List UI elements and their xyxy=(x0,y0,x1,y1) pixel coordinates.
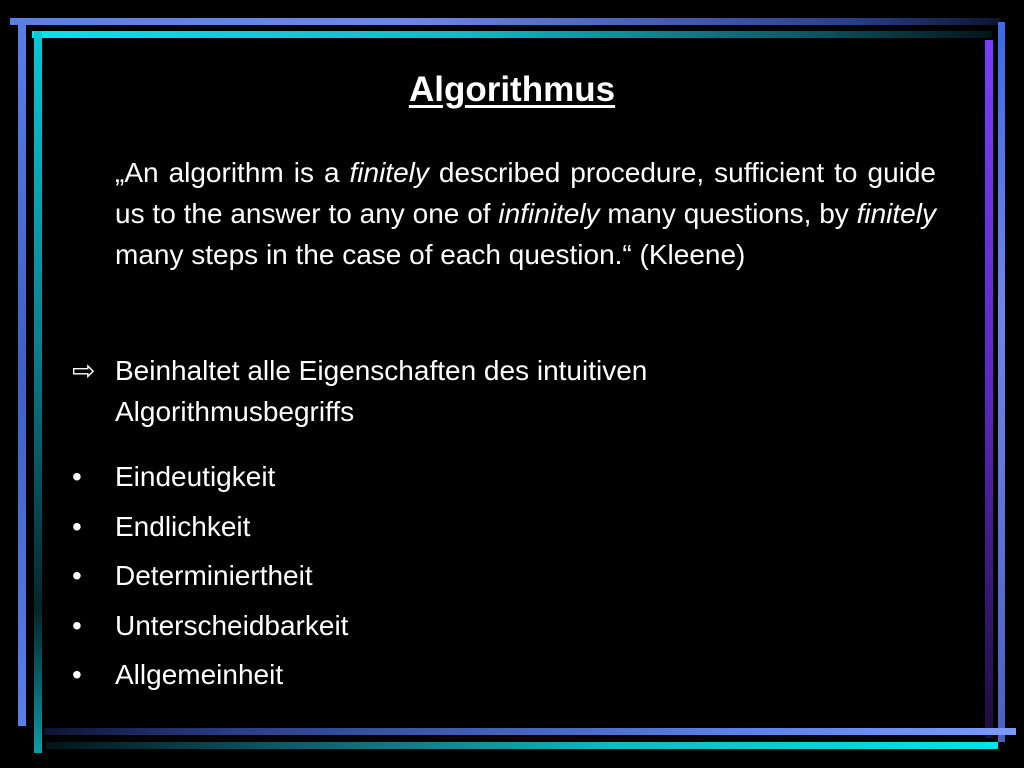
list-item-label: Unterscheidbarkeit xyxy=(115,609,349,641)
frame-bottom-outer-bar xyxy=(46,742,998,749)
list-item xyxy=(72,502,348,552)
kleene-quote xyxy=(115,152,936,275)
list-item xyxy=(72,452,348,502)
frame-right-inner-bar xyxy=(985,40,993,738)
property-list xyxy=(72,452,348,700)
list-item xyxy=(72,650,348,700)
frame-top-inner-bar xyxy=(32,31,992,38)
bullet-icon: • xyxy=(72,510,82,542)
list-item-label: Eindeutigkeit xyxy=(115,461,276,492)
arrow-point-text: Beinhaltet alle Eigenschaften des intuitiven Algorithmusbegriffs xyxy=(115,355,648,427)
slide-title: Algorithmus xyxy=(408,70,616,109)
quote-text-3: many questions, by xyxy=(599,198,857,229)
quote-text-4: many steps in the case of each question.“ (Kleene) xyxy=(115,239,746,270)
quote-text-2: described procedure, sufficient to guide us to the answer to any one of xyxy=(115,157,936,229)
frame-right-outer-bar xyxy=(998,22,1005,742)
list-item-label: Endlichkeit xyxy=(115,510,251,542)
frame-left-outer-bar xyxy=(18,18,26,726)
list-item-label: Determiniertheit xyxy=(115,560,313,591)
bullet-icon: • xyxy=(72,461,82,492)
bullet-icon: • xyxy=(72,609,82,641)
quote-emphasis-infinitely: infinitely xyxy=(498,198,600,229)
list-item xyxy=(72,551,348,601)
bullet-icon: • xyxy=(72,560,82,591)
frame-left-inner-bar xyxy=(34,31,42,753)
frame-top-outer-bar xyxy=(10,18,1000,25)
frame-bottom-inner-bar xyxy=(44,728,1016,735)
bullet-icon: • xyxy=(72,659,82,690)
arrow-point xyxy=(72,350,832,432)
quote-emphasis-finitely: finitely xyxy=(349,157,429,188)
list-item xyxy=(72,601,348,651)
quote-emphasis-finitely-2: finitely xyxy=(856,198,936,229)
arrow-right-icon: ⇨ xyxy=(72,355,96,386)
quote-text-1: „An algorithm is a xyxy=(115,157,350,188)
list-item-label: Allgemeinheit xyxy=(115,659,284,690)
